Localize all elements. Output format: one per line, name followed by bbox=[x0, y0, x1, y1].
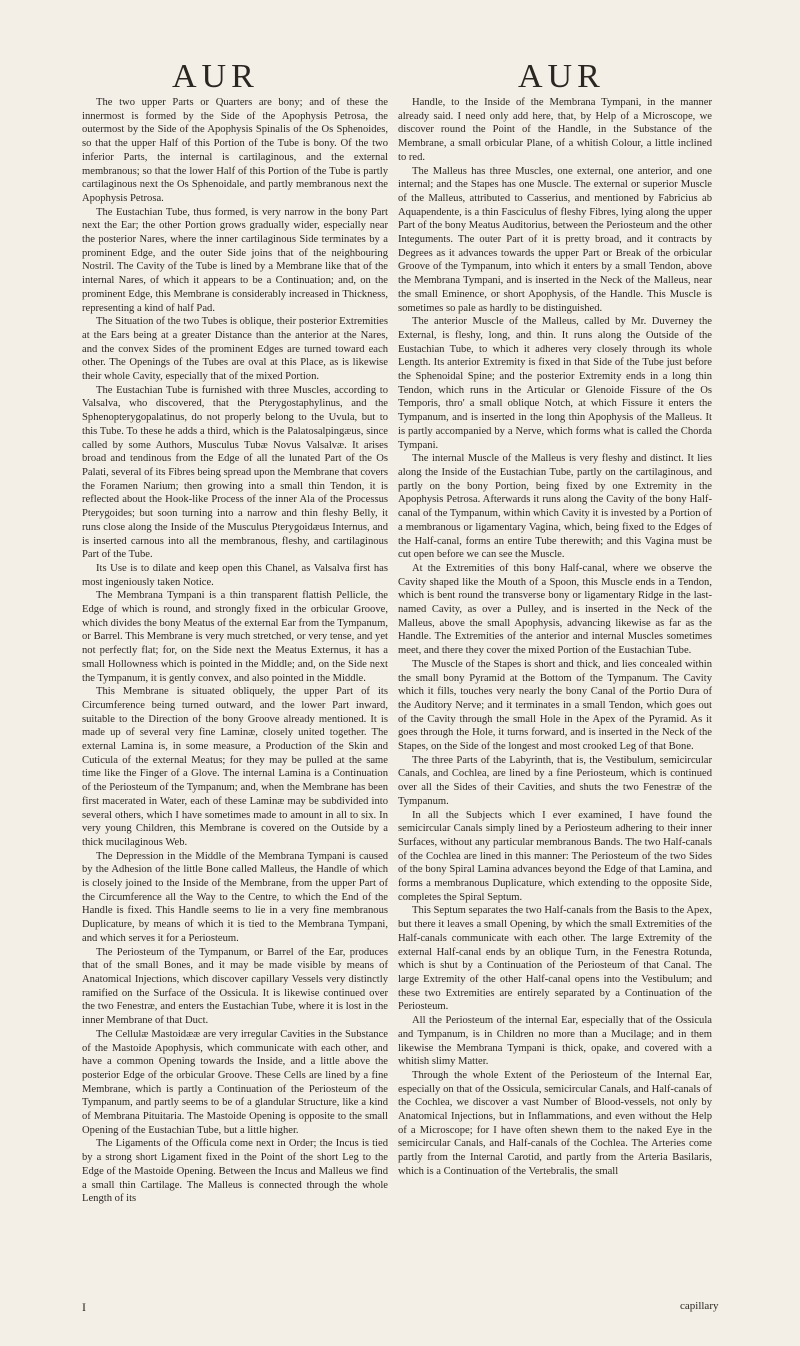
paragraph: The Muscle of the Stapes is short and thick, and lies concealed within the small bony Pyramid at the Bottom of the Tympanum. The Cavity which it fills, touches very nearly the bony Canal of the Portio Dura of the Auditory Nerve; and it terminates in a small Tendon, which goes out of the Cavity through the small Hole in the Apex of the Pyramid. As it goes through the Hole, it turns forward, and is inserted in the Neck of the Stapes, on the Side of the longest and most crooked Leg of that Bone. bbox=[398, 658, 712, 753]
paragraph: In all the Subjects which I ever examined, I have found the semicircular Canals simply lined by a Periosteum adhering to their inner Surfaces, without any particular membranous Bands. The two Half-canals of the Cochlea are lined in this manner: The Periosteum of the two Sides of the bony Spiral Lamina advances beyond the Edge of that Lamina, and forms a membranous Duplicature, which extending to the opposite Side, completes the Spiral Septum. bbox=[398, 809, 712, 903]
paragraph: The Ligaments of the Officula come next in Order; the Incus is tied by a strong short Ligament fixed in the Point of the short Leg to the Edge of the Mastoide Opening. Between the Incus and Malleus we find a small thin Cartilage. The Malleus is connected through the whole Length of its bbox=[82, 1138, 388, 1205]
paragraph: This Membrane is situated obliquely, the upper Part of its Circumference being turned outward, and the lower Part inward, suitable to the Direction of the bony Groove already mentioned. It is made up of several very fine Laminæ, closely united together. The external Lamina is, in some measure, a Production of the Skin and Cuticula of the external Meatus; for they may be pulled at the same time like the Finger of a Glove. The internal Lamina is a Continuation of the Periosteum of the Tympanum; and, when the Membrane has been first macerated in Water, each of these Laminæ may be subdivided into several others, which I have sometimes made to amount in all to six. In very young Children, this Membrane is covered on the Outside by a thick mucilaginous Web. bbox=[82, 686, 388, 848]
paragraph: The Cellulæ Mastoidææ are very irregular Cavities in the Substance of the Mastoide Apophysis, which communicate with each other, and have a common Opening towards the Inside, and a little above the posterior Edge of the orbicular Groove. These Cells are lined by a fine Membrane, which is partly a Continuation of the Periosteum of the Tympanum, and partly seems to be of a glandular Structure, like a kind of Membrana Pituitaria. The Mastoide Opening is opposite to the small Opening of the Eustachian Tube, but a little higher. bbox=[82, 1028, 388, 1136]
paragraph: The Eustachian Tube is furnished with three Muscles, according to Valsalva, who discovered, that the Pterygostaphylinus, and the Sphenopterygopalatinus, do not properly belong to the Uvula, but to this Tube. To these he adds a third, which is the Palatosalpingæus, since called by some Authors, Musculus Tubæ Novus Valsalvæ. It arises broad and tendinous from the Edge of all the lunated Part of the Os Palati, several of its Fibres being spread upon the Membrane that covers the Foramen Narium; then growing into a small thin Tendon, it is reflected about the Hook-like Process of the inner Ala of the Processus Pterygoides; but soon turning into a narrow and thin fleshy Belly, it runs close along the Inside of the Musculus Pterygoidæus Internus, and is inserted carnous into all the membranous, fleshy, and cartilaginous Part of the Tube. bbox=[82, 384, 388, 561]
text-column-right bbox=[398, 96, 712, 1179]
paragraph: The Malleus has three Muscles, one external, one anterior, and one internal; and the Stapes has one Muscle. The external or superior Muscle of the Malleus, attributed to Casserius, and mentioned by Fabricius ab Aquapendente, is a thin Fasciculus of fleshy Fibres, lying along the upper Part of the bony Meatus Auditorius, between the Periosteum and the other Integuments. The outer Part of it is pretty broad, and it contracts by Degrees as it advances towards the upper Part or Break of the orbicular Groove of the Tympanum, into which it enters by a small Tendon, above the Membrana Tympani, and is inserted in the Neck of the Malleus, near the small Eminence, or short Apophysis, of the Handle. This Muscle is sometimes so pale as hardly to be distinguished. bbox=[398, 165, 712, 314]
paragraph: This Septum separates the two Half-canals from the Basis to the Apex, but there it leaves a small Opening, by which the small Extremities of the Half-canals communicate with each other. The large Extremity of the external Half-canal ends by an oblique Turn, in the Fenestra Rotunda, which is shut by a Continuation of the Periosteum of that Canal. The large Extremity of the other Half-canal opens into the Vestibulum; and these two Extremities are entirely separated by a Continuation of the Periosteum. bbox=[398, 905, 712, 1013]
paragraph: The Situation of the two Tubes is oblique, their posterior Extremities at the Ears being at a greater Distance than the anterior at the Nares, and the convex Sides of the prominent Edges are turned toward each other. The Openings of the Tubes are oval at this Place, as is likewise their whole Cavity, especially that of the mixed Portion. bbox=[82, 316, 388, 383]
paragraph: Its Use is to dilate and keep open this Chanel, as Valsalva first has most ingeniously taken Notice. bbox=[82, 562, 388, 588]
paragraph: The Membrana Tympani is a thin transparent flattish Pellicle, the Edge of which is round, and strongly fixed in the orbicular Groove, which divides the bony Meatus of the external Ear from the Tympanum, or Barrel. This Membrane is very much stretched, or very tense, and yet not perfectly flat; for, on the Side next the Meatus Externus, it has a small Hollowness which is pointed in the Middle; and, on the Side next the Tympanum, it is gently convex, and also pointed in the Middle. bbox=[82, 590, 388, 684]
paragraph: The anterior Muscle of the Malleus, called by Mr. Duverney the External, is fleshy, long, and thin. It runs along the Outside of the Eustachian Tube, to which it adheres very closely through its whole Length. Its anterior Extremity is fixed in that Side of the Tube just before the Sphenoidal Spine; and the posterior Extremity ends in a long thin Tendon, which runs in the Articular or Glenoide Fissure of the Os Temporis, thro' a small oblique Notch, at which Fissure it enters the Tympanum, and is inserted in the long thin Apophysis of the Malleus. It is partly accompanied by a Nerve, which forms what is called the Chorda Tympani. bbox=[398, 316, 712, 451]
paragraph: The Periosteum of the Tympanum, or Barrel of the Ear, produces that of the small Bones, and it may be made visible by means of Anatomical Injections, which discover capillary Vessels very distinctly ramified on the Surface of the Ossicula. It is likewise continued over the two Fenestræ, and enters the Eustachian Tube, where it is lost in the inner Membrane of that Duct. bbox=[82, 946, 388, 1027]
signature-mark: I bbox=[82, 1300, 86, 1314]
paragraph: Handle, to the Inside of the Membrana Tympani, in the manner already said. I need only add here, that, by Help of a Microscope, we discover round the Point of the Handle, in the Substance of the Membrane, a small orbicular Plane, of a whitish Colour, a little inclined to red. bbox=[398, 97, 712, 163]
paragraph: Through the whole Extent of the Periosteum of the Internal Ear, especially on that of the Ossicula, semicircular Canals, and Half-canals of the Cochlea, we discover a vast Number of Blood-vessels, not only by Anatomical Injections, but in Inflammations, and even without the Help of a Microscope; for I have often shewn them to the naked Eye in the semicircular Canals, and Half-canals of the Cochlea. The Arteries come partly from the Internal Carotid, and partly from the Arteria Basilaris, which is a Continuation of the Vertebralis, the small bbox=[398, 1069, 712, 1177]
paragraph: At the Extremities of this bony Half-canal, where we observe the Cavity shaped like the Mouth of a Spoon, this Muscle ends in a Tendon, which is bent round the transverse bony or ligamentary Ridge in the last-named Cavity, as over a Pulley, and is inserted in the Neck of the Malleus, above the small Apophysis, advancing likewise as far as the Handle. The Extremities of the anterior and internal Muscles sometimes meet, and there they cover the mixed Portion of the Eustachian Tube. bbox=[398, 562, 712, 657]
running-head-left: AUR bbox=[172, 58, 259, 95]
paragraph: All the Periosteum of the internal Ear, especially that of the Ossicula and Tympanum, is in Children no more than a Mucilage; and in them likewise the Membrana Tympani is thick, opake, and covered with a whitish slimy Matter. bbox=[398, 1015, 712, 1068]
paragraph: The two upper Parts or Quarters are bony; and of these the innermost is formed by the Side of the Apophysis Petrosa, the outermost by the Side of the Apophysis Spinalis of the Os Sphenoides, so that the upper Half of this Portion of the Tube is bony. Of the two inferior Parts, the internal is cartilaginous, and the external membranous; so that the lower Half of this Portion of the Tube is partly cartilaginous next the Os Sphenoidale, and partly membranous next the Apophysis Petrosa. bbox=[82, 97, 388, 204]
text-column-left bbox=[82, 96, 388, 1206]
paragraph: The three Parts of the Labyrinth, that is, the Vestibulum, semicircular Canals, and Cochlea, are lined by a fine Periosteum, which is continued over all the Sides of their Cavities, and shuts the two Fenestræ of the Tympanum. bbox=[398, 754, 712, 807]
catchword: capillary bbox=[680, 1300, 719, 1312]
paragraph: The internal Muscle of the Malleus is very fleshy and distinct. It lies along the Inside of the Eustachian Tube, partly on the cartilaginous, and partly on the bony Portion, being fixed by one Extremity in the Apophysis Petrosa. Afterwards it runs along the Cavity of the bony Half-canal of the Tympanum, within which Cavity it is invested by a Portion of a membranous or ligamentary Vagina, which, being fixed to the Edges of the Half-canal, forms an entire Tube therewith; and this Vagina must be cut open before we can see the Muscle. bbox=[398, 453, 712, 561]
running-head-right: AUR bbox=[518, 58, 605, 95]
paragraph: The Eustachian Tube, thus formed, is very narrow in the bony Part next the Ear; the other Portion grows gradually wider, especially near the posterior Nares, where the inner cartilaginous Side terminates by a prominent Edge, and the outer Side joins that of the neighbouring Nostril. The Cavity of the Tube is lined by a Membrane like that of the internal Nares, of which it appears to be a Continuation; and, on the prominent Edge, this Membrane is considerably increased in Thickness, representing a kind of half Pad. bbox=[82, 206, 388, 314]
paragraph: The Depression in the Middle of the Membrana Tympani is caused by the Adhesion of the little Bone called Malleus, the Handle of which is closely joined to the Inside of the Membrane, from the upper Part of the Circumference all the Way to the Centre, to which the End of the Handle is fixed. This Handle seems to lie in a very fine membranous Duplicature, by means of which it is tied to the Membrana Tympani, and which serves it for a Periosteum. bbox=[82, 850, 388, 944]
